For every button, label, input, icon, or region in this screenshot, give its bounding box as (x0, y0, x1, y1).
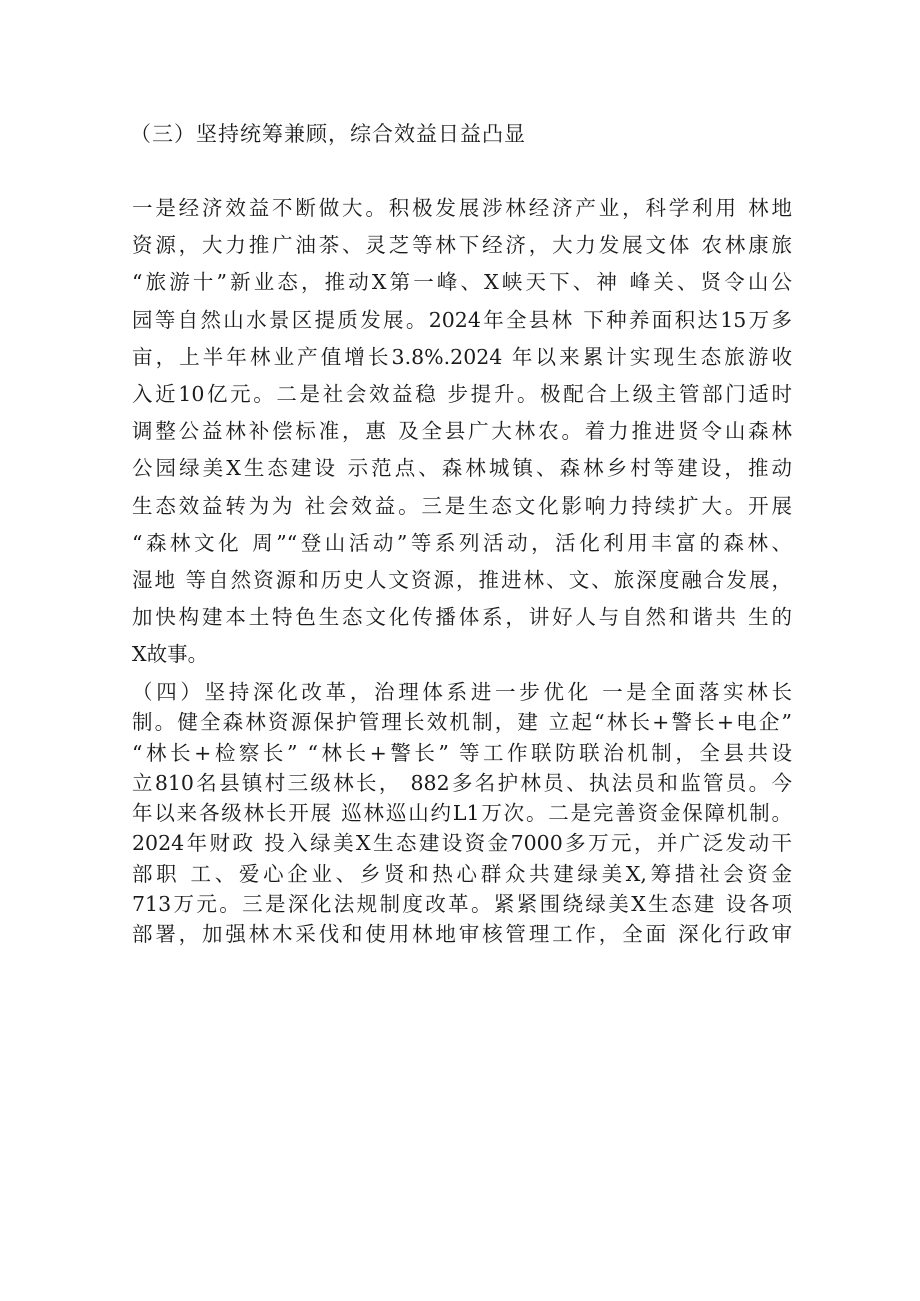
paragraph-line: “林长+检察长” “林长+警长” 等工作联防联治机制，全县共设 (132, 740, 792, 765)
paragraph-line: “旅游十”新业态，推动X第一峰、X峡天下、神 峰关、贤令山公 (132, 270, 792, 295)
paragraph-line: 生态效益转为为 社会效益。三是生态文化影响力持续扩大。开展 (132, 493, 792, 518)
paragraph-line: 一是经济效益不断做大。积极发展涉林经济产业，科学利用 林地 (132, 196, 792, 220)
paragraph-line: （四）坚持深化改革，治理体系进一步优化 一是全面落实林长 (132, 680, 792, 704)
paragraph-line: 部署，加强林木采伐和使用林地审核管理工作，全面 深化行政审 (132, 922, 792, 947)
paragraph-line: 年以来各级林长开展 巡林巡山约L1万次。二是完善资金保障机制。 (132, 801, 792, 826)
paragraph-line: 调整公益林补偿标准，惠 及全县广大林农。着力推进贤令山森林 (132, 419, 792, 444)
paragraph-line-last: X故事。 (132, 642, 209, 667)
paragraph-line: 加快构建本土特色生态文化传播体系，讲好人与自然和谐共 生的 (132, 605, 792, 630)
paragraph-line: 湿地 等自然资源和历史人文资源，推进林、文、旅深度融合发展， (132, 567, 792, 592)
paragraph-line: 公园绿美X生态建设 示范点、森林城镇、森林乡村等建设，推动 (132, 456, 792, 481)
paragraph-line: 入近10亿元。二是社会效益稳 步提升。极配合上级主管部门适时 (132, 381, 792, 406)
section-3-paragraph (132, 190, 792, 673)
paragraph-line: 立810名县镇村三级林长， 882多名护林员、执法员和监管员。今 (132, 770, 792, 795)
paragraph-line: 亩，上半年林业产值增长3.8%.2024 年以来累计实现生态旅游收 (132, 344, 792, 369)
section-3-heading: （三）坚持统筹兼顾，综合效益日益凸显 (130, 122, 526, 146)
paragraph-line: 制。健全森林资源保护管理长效机制，建 立起“林长+警长+电企” (132, 710, 792, 735)
paragraph-line: 713万元。三是深化法规制度改革。紧紧围绕绿美X生态建 设各项 (132, 892, 792, 917)
paragraph-line: 资源，大力推广油茶、灵芝等林下经济，大力发展文体 农林康旅 (132, 233, 792, 258)
paragraph-line: “森林文化 周”“登山活动”等系列活动，活化利用丰富的森林、 (132, 530, 792, 555)
paragraph-line: 2024年财政 投入绿美X生态建设资金7000多万元，并广泛发动干 (132, 831, 792, 856)
paragraph-line: 部职 工、爱心企业、乡贤和热心群众共建绿美X,筹措社会资金 (132, 861, 792, 886)
section-4-paragraph (132, 677, 792, 950)
paragraph-line: 园等自然山水景区提质发展。2024年全县林 下种养面积达15万多 (132, 307, 792, 332)
